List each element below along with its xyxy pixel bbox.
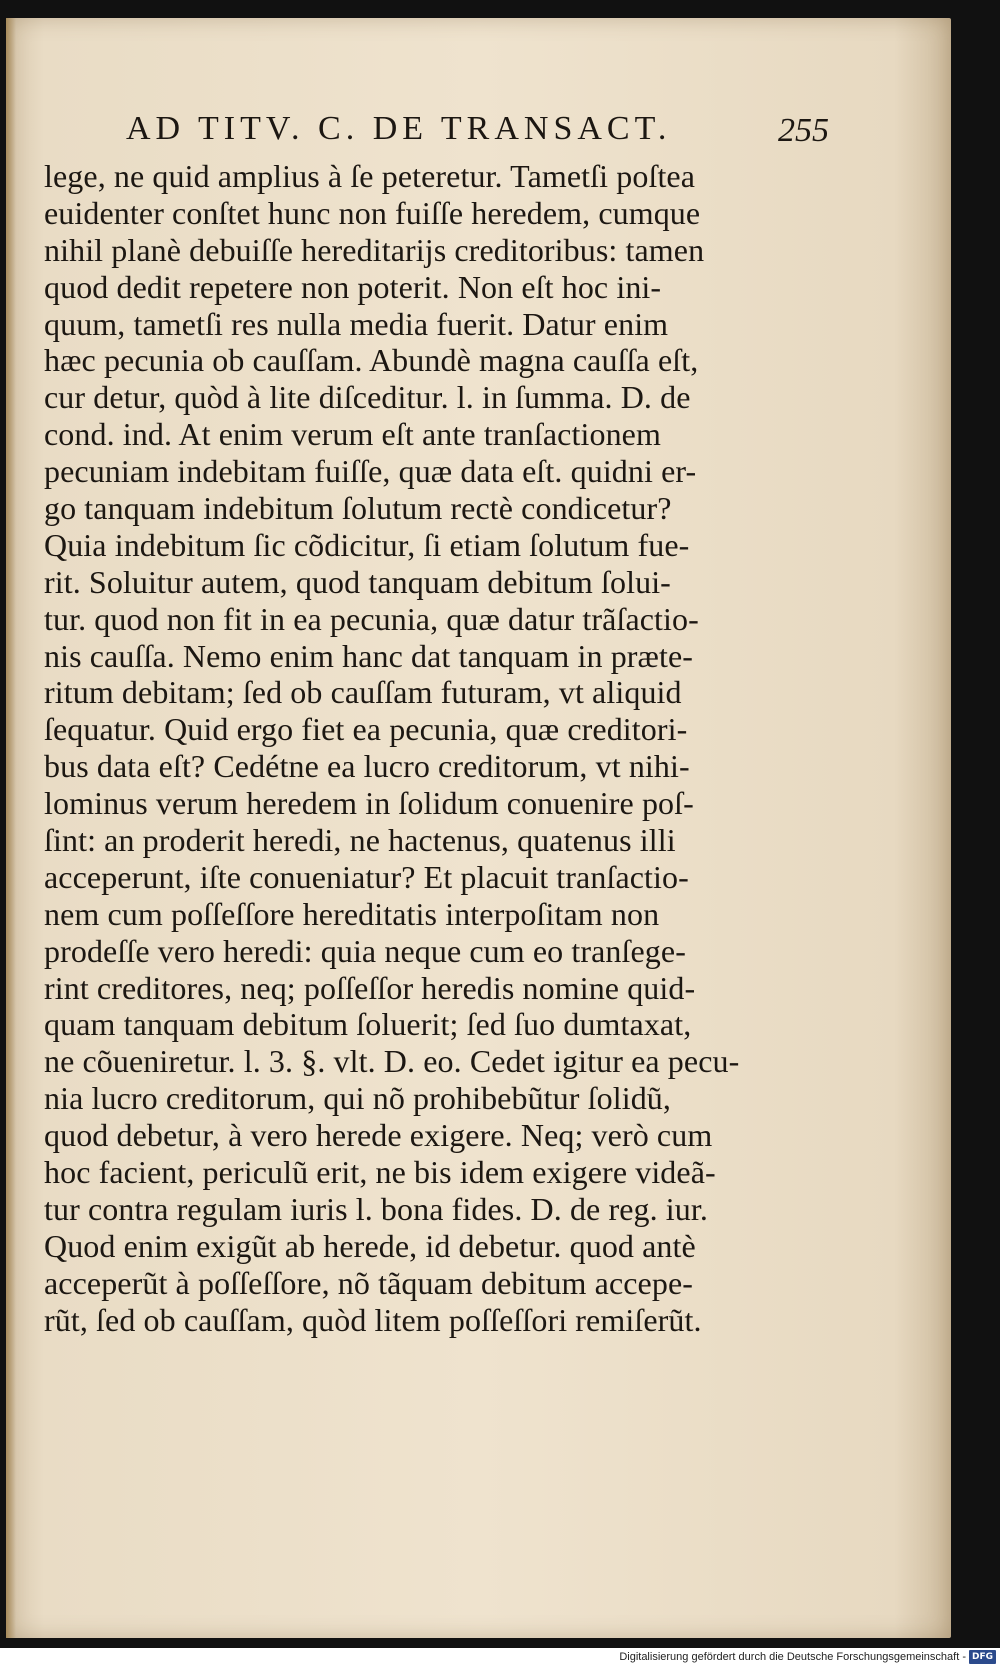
text-line: bus data eſt? Cedétne ea lucro creditorum, vt nihi- (44, 748, 690, 785)
text-line: pecuniam indebitam fuiſſe, quæ data eſt. quidni er- (44, 453, 697, 490)
page-number: 255 (778, 112, 829, 149)
text-line: quod dedit repetere non poterit. Non eſt hoc ini- (44, 268, 662, 305)
text-line: quam tanquam debitum ſoluerit; ſed ſuo dumtaxat, (44, 1006, 692, 1043)
text-line: ſint: an proderit heredi, ne hactenus, quatenus illi (44, 822, 676, 859)
text-line: Quia indebitum ſic cõdicitur, ſi etiam ſolutum fue- (44, 526, 690, 563)
book-page (6, 18, 951, 1638)
text-line: ritum debitam; ſed ob cauſſam futuram, vt aliquid (44, 674, 682, 711)
text-line: nia lucro creditorum, qui nõ prohibebũtur ſolidũ, (44, 1080, 671, 1117)
text-line: nihil planè debuiſſe hereditarijs creditoribus: tamen (44, 231, 705, 268)
text-line: acceperũt à poſſeſſore, nõ tãquam debitum accepe- (44, 1264, 694, 1301)
running-head: AD TITV. C. DE TRANSACT. (126, 110, 672, 147)
footer-bar (0, 1648, 1000, 1666)
funding-credit: Digitalisierung gefördert durch die Deutsche Forschungsgemeinschaft - (619, 1651, 966, 1663)
text-line: tur contra regulam iuris l. bona fides. D. de reg. iur. (44, 1190, 708, 1227)
text-line: tur. quod non fit in ea pecunia, quæ datur trãſactio- (44, 600, 699, 637)
text-line: hoc facient, periculũ erit, ne bis idem exigere videã- (44, 1154, 716, 1191)
text-line: rint creditores, neq; poſſeſſor heredis nomine quid- (44, 969, 696, 1006)
text-line: quum, tametſi res nulla media fuerit. Datur enim (44, 305, 669, 342)
page-gutter-shadow (6, 18, 16, 1638)
text-line: cond. ind. At enim verum eſt ante tranſactionem (44, 416, 661, 453)
text-line: prodeſſe vero heredi: quia neque cum eo tranſege- (44, 932, 686, 969)
text-line: lege, ne quid amplius à ſe peteretur. Tametſi poſtea (44, 158, 696, 194)
text-line: go tanquam indebitum ſolutum rectè condicetur? (44, 490, 672, 527)
text-line: ſequatur. Quid ergo fiet ea pecunia, quæ creditori- (44, 711, 688, 748)
text-line: acceperunt, iſte conueniatur? Et placuit tranſactio- (44, 858, 689, 895)
text-line: Quod enim exigũt ab herede, id debetur. quod antè (44, 1227, 696, 1264)
text-line: rũt, ſed ob cauſſam, quòd litem poſſeſſori remiſerũt. (44, 1301, 702, 1338)
text-line: rit. Soluitur autem, quod tanquam debitum ſolui- (44, 563, 671, 600)
dfg-logo-icon: DFG (969, 1650, 996, 1664)
text-line: nis cauſſa. Nemo enim hanc dat tanquam in præte- (44, 637, 694, 674)
text-line: ne cõueniretur. l. 3. §. vlt. D. eo. Cedet igitur ea pecu- (44, 1043, 740, 1080)
text-line: cur detur, quòd à lite diſceditur. l. in ſumma. D. de (44, 379, 691, 416)
text-line: euidenter conſtet hunc non fuiſſe heredem, cumque (44, 194, 701, 231)
text-line: quod debetur, à vero herede exigere. Neq; verò cum (44, 1117, 713, 1154)
body-text (44, 158, 824, 1339)
text-line: lominus verum heredem in ſolidum conuenire poſ- (44, 785, 694, 822)
text-line: hæc pecunia ob cauſſam. Abundè magna cauſſa eſt, (44, 342, 699, 379)
text-line: nem cum poſſeſſore hereditatis interpoſitam non (44, 895, 660, 932)
